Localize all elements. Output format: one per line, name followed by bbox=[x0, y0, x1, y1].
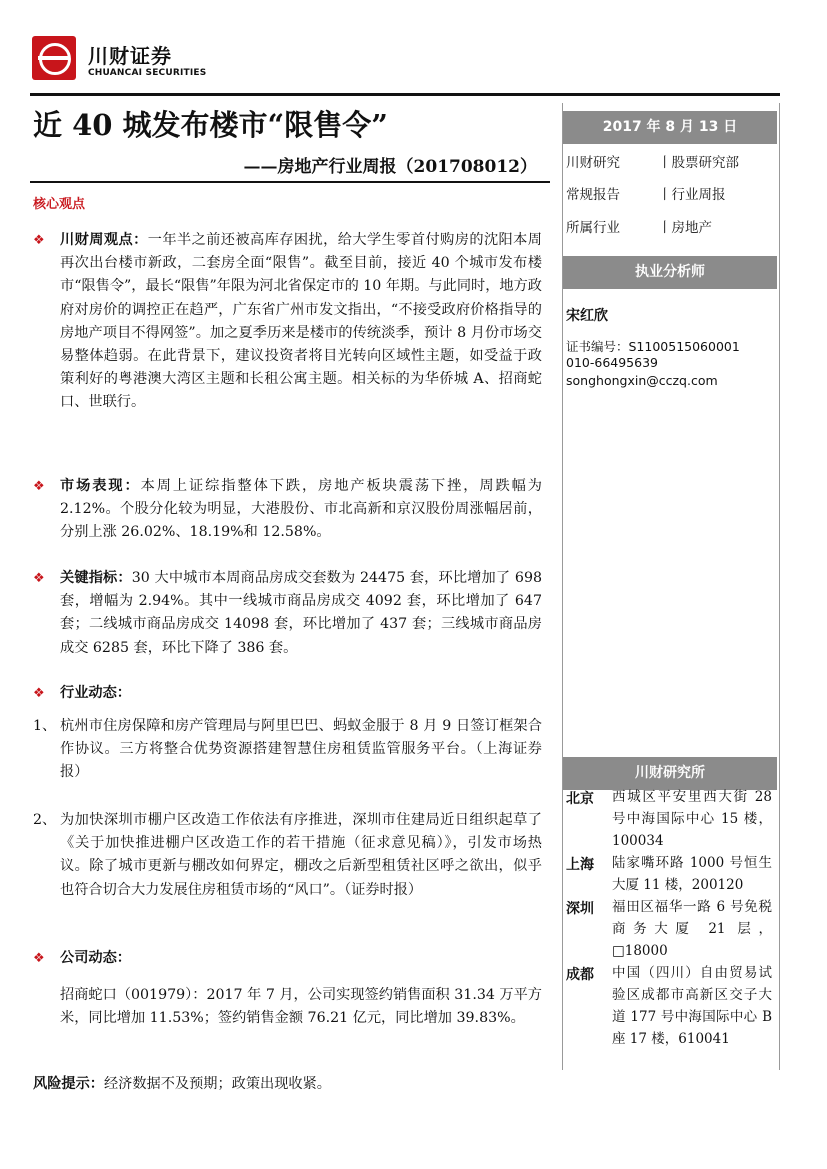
office-address-shenzhen: 福田区福华一路 6 号免税商务大厦 21 层，□18000 bbox=[612, 899, 772, 959]
report-date: 2017 年 8 月 13 日 bbox=[563, 111, 777, 144]
industry-item-number: 2、 bbox=[33, 812, 57, 828]
weekly-view-text: 一年半之前还被高库存困扰，给大学生零首付购房的沈阳本周再次出台楼市新政，二套房全面“限售”。截至目前，接近 40 个城市发布楼市“限售令”，最长“限售”年限为河北省保定市的 10 年期。与此同时，地方政府对房价的调控正在趋严，广东省广州市发文指出，“不接受政府价格指导的房地产项目不得网签”。加之夏季历来是楼市的传统淡季，预计 8 月份市场交易整体趋弱。在此背景下，建议投资者将目光转向区域性主题，如受益于政策利好的粤港澳大湾区主题和长租公寓主题。相关标的为华侨城 A、招商蛇口、世联行。 bbox=[60, 232, 542, 411]
diamond-bullet-icon: ❖ bbox=[33, 479, 45, 494]
title-divider bbox=[30, 181, 550, 183]
company-label: 公司动态： bbox=[60, 950, 131, 966]
market-label: 市场表现： bbox=[60, 478, 141, 494]
office-city-shanghai: 上海 bbox=[566, 857, 594, 873]
weekly-view-paragraph bbox=[60, 229, 542, 415]
office-address-shanghai: 陆家嘴环路 1000 号恒生大厦 11 楼，200120 bbox=[612, 855, 772, 893]
diamond-bullet-icon: ❖ bbox=[33, 951, 45, 966]
info-label-report: 常规报告 bbox=[566, 187, 620, 203]
institute-heading: 川财研究所 bbox=[563, 757, 777, 790]
key-indicator-paragraph bbox=[60, 567, 542, 660]
key-indicator-label: 关键指标： bbox=[60, 570, 132, 586]
office-address-chengdu: 中国（四川）自由贸易试验区成都市高新区交子大道 177 号中海国际中心 B 座 17 楼，610041 bbox=[612, 965, 772, 1047]
weekly-view-label: 川财周观点： bbox=[60, 232, 148, 248]
analyst-phone: 010-66495639 bbox=[566, 355, 658, 370]
diamond-bullet-icon: ❖ bbox=[33, 686, 45, 701]
company-heading bbox=[60, 947, 542, 970]
info-value-report: 丨行业周报 bbox=[658, 187, 726, 203]
core-viewpoint-heading: 核心观点 bbox=[33, 197, 86, 212]
analyst-name: 宋红欣 bbox=[566, 308, 608, 324]
analyst-email[interactable]: songhongxin@cczq.com bbox=[566, 373, 718, 388]
key-indicator-text: 30 大中城市本周商品房成交套数为 24475 套，环比增加了 698 套，增幅为 2.94%。其中一线城市商品房成交 4092 套，环比增加了 647 套；二线城市商品房成交 14098 套，环比增加了 437 套；三线城市商品房成交 6285 套，环比下降了 386 套。 bbox=[60, 570, 542, 656]
info-label-industry: 所属行业 bbox=[566, 220, 620, 236]
market-paragraph bbox=[60, 475, 542, 545]
risk-label: 风险提示： bbox=[33, 1076, 104, 1092]
analyst-heading: 执业分析师 bbox=[563, 256, 777, 289]
risk-paragraph bbox=[33, 1073, 331, 1093]
report-subtitle: ——房地产行业周报（201708012） bbox=[243, 157, 537, 177]
industry-item-text: 杭州市住房保障和房产管理局与阿里巴巴、蚂蚁金服于 8 月 9 日签订框架合作协议。三方将整合优势资源搭建智慧住房租赁监管服务平台。（上海证券报） bbox=[60, 718, 542, 781]
info-value-industry: 丨房地产 bbox=[658, 220, 712, 236]
logo-chinese-name: 川财证券 bbox=[88, 44, 172, 68]
logo-english-name: CHUANCAI SECURITIES bbox=[88, 68, 207, 78]
header-divider bbox=[30, 93, 780, 96]
report-title: 近 40 城发布楼市“限售令” bbox=[33, 108, 388, 142]
industry-heading bbox=[60, 682, 542, 705]
industry-item-number: 1、 bbox=[33, 718, 57, 734]
office-city-beijing: 北京 bbox=[566, 791, 594, 807]
diamond-bullet-icon: ❖ bbox=[33, 571, 45, 586]
info-value-research: 丨股票研究部 bbox=[658, 155, 739, 171]
office-address-beijing: 西城区平安里西大街 28 号中海国际中心 15 楼，100034 bbox=[612, 789, 772, 849]
office-city-chengdu: 成都 bbox=[566, 967, 594, 983]
analyst-cert: 证书编号：S1100515060001 bbox=[566, 339, 740, 354]
company-text: 招商蛇口（001979）：2017 年 7 月，公司实现签约销售面积 31.34 万平方米，同比增加 11.53%；签约销售金额 76.21 亿元，同比增加 39.83%。 bbox=[60, 987, 542, 1027]
industry-item-text: 为加快深圳市棚户区改造工作依法有序推进，深圳市住建局近日组织起草了《关于加快推进棚户区改造工作的若干措施（征求意见稿）》，引发市场热议。除了城市更新与棚改如何界定，棚改之后新型租赁社区呼之欲出，似乎也符合切合大力发展住房租赁市场的“风口”。（证券时报） bbox=[60, 812, 542, 898]
industry-label: 行业动态： bbox=[60, 685, 131, 701]
info-label-research: 川财研究 bbox=[566, 155, 620, 171]
risk-text: 经济数据不及预期；政策出现收紧。 bbox=[103, 1076, 331, 1092]
market-text: 本周上证综指整体下跌，房地产板块震荡下挫，周跌幅为 2.12%。个股分化较为明显，大港股份、市北高新和京汉股份周涨幅居前，分别上涨 26.02%、18.19%和 12.58%。 bbox=[60, 478, 542, 541]
company-logo bbox=[32, 36, 76, 80]
diamond-bullet-icon: ❖ bbox=[33, 233, 45, 248]
office-city-shenzhen: 深圳 bbox=[566, 901, 594, 917]
